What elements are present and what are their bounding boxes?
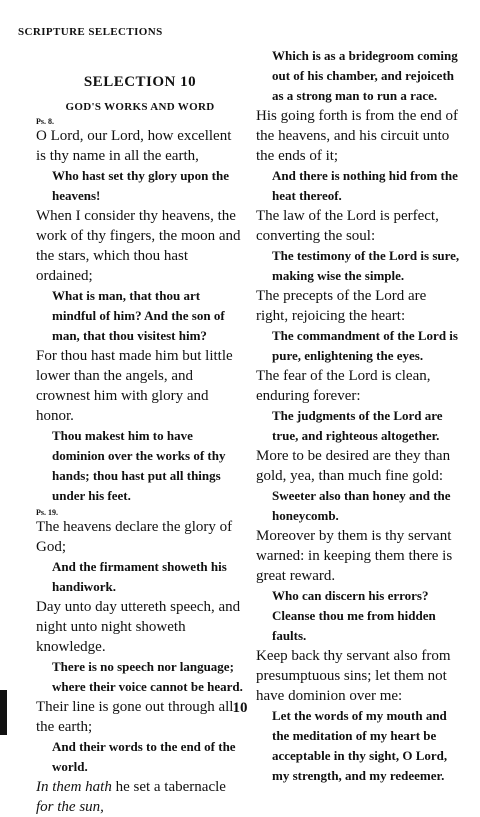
selection-subtitle: GOD'S WORKS AND WORD	[65, 101, 215, 113]
verse-line: Moreover by them is thy servant warned: in keeping them there is great reward.	[256, 528, 453, 584]
response-line: Who can discern his errors? Cleanse thou me from hidden faults.	[272, 588, 436, 643]
verse-line: More to be desired are they than gold, yea, than much fine gold:	[256, 448, 451, 484]
response-line: The judgments of the Lord are true, and righteous altogether.	[272, 408, 443, 443]
response-line: The testimony of the Lord is sure, making wise the simple.	[272, 248, 460, 283]
verse-line	[36, 777, 244, 817]
verse-line: For thou hast made him but little lower than the angels, and crownest him with glory and honor.	[36, 348, 233, 424]
response-line: Sweeter also than honey and the honeycomb.	[272, 488, 451, 523]
page-number: 10	[232, 700, 248, 716]
response-line: Which is as a bridegroom coming out of his chamber, and rejoiceth as a strong man to run a race.	[272, 48, 458, 103]
response-line: Thou makest him to have dominion over the works of thy hands; thou hast put all things under his feet.	[52, 428, 226, 503]
psalm-reference: Ps. 19.	[36, 508, 58, 517]
verse-line: His going forth is from the end of the heavens, and his circuit unto the ends of it;	[256, 108, 459, 164]
selection-title: SELECTION 10	[83, 74, 197, 90]
verse-line: The heavens declare the glory of God;	[36, 519, 233, 555]
page-edge-mark	[0, 690, 7, 735]
right-column	[256, 46, 462, 786]
verse-line: The precepts of the Lord are right, rejoicing the heart:	[256, 288, 427, 324]
verse-line: When I consider thy heavens, the work of thy fingers, the moon and the stars, which thou hast ordained;	[36, 208, 241, 284]
italic-phrase: for the sun,	[36, 799, 104, 815]
italic-phrase: In them hath	[36, 779, 112, 795]
response-line: And their words to the end of the world.	[52, 739, 236, 774]
verse-line: The fear of the Lord is clean, enduring forever:	[256, 368, 431, 404]
response-line: And the firmament showeth his handiwork.	[52, 559, 227, 594]
verse-line: Their line is gone out through all the earth;	[36, 699, 234, 735]
verse-text: he set a tabernacle	[111, 779, 226, 795]
verse-line: O Lord, our Lord, how excellent is thy name in all the earth,	[36, 128, 232, 164]
response-line: Who hast set thy glory upon the heavens!	[52, 168, 229, 203]
verse-line: Keep back thy servant also from presumptuous sins; let them not have dominion over me:	[256, 648, 451, 704]
response-line: What is man, that thou art mindful of him? And the son of man, that thou visitest him?	[52, 288, 225, 343]
response-line: And there is nothing hid from the heat thereof.	[272, 168, 458, 203]
verse-line: The law of the Lord is perfect, converting the soul:	[256, 208, 439, 244]
psalm-reference: Ps. 8.	[36, 117, 54, 126]
running-head: SCRIPTURE SELECTIONS	[18, 26, 163, 38]
response-line: Let the words of my mouth and the meditation of my heart be acceptable in thy sight, O Lord, my strength, and my redeemer.	[272, 708, 448, 783]
verse-line: Day unto day uttereth speech, and night unto night showeth knowledge.	[36, 599, 241, 655]
response-line: The commandment of the Lord is pure, enlightening the eyes.	[272, 328, 458, 363]
response-line: There is no speech nor language; where their voice cannot be heard.	[52, 659, 243, 694]
